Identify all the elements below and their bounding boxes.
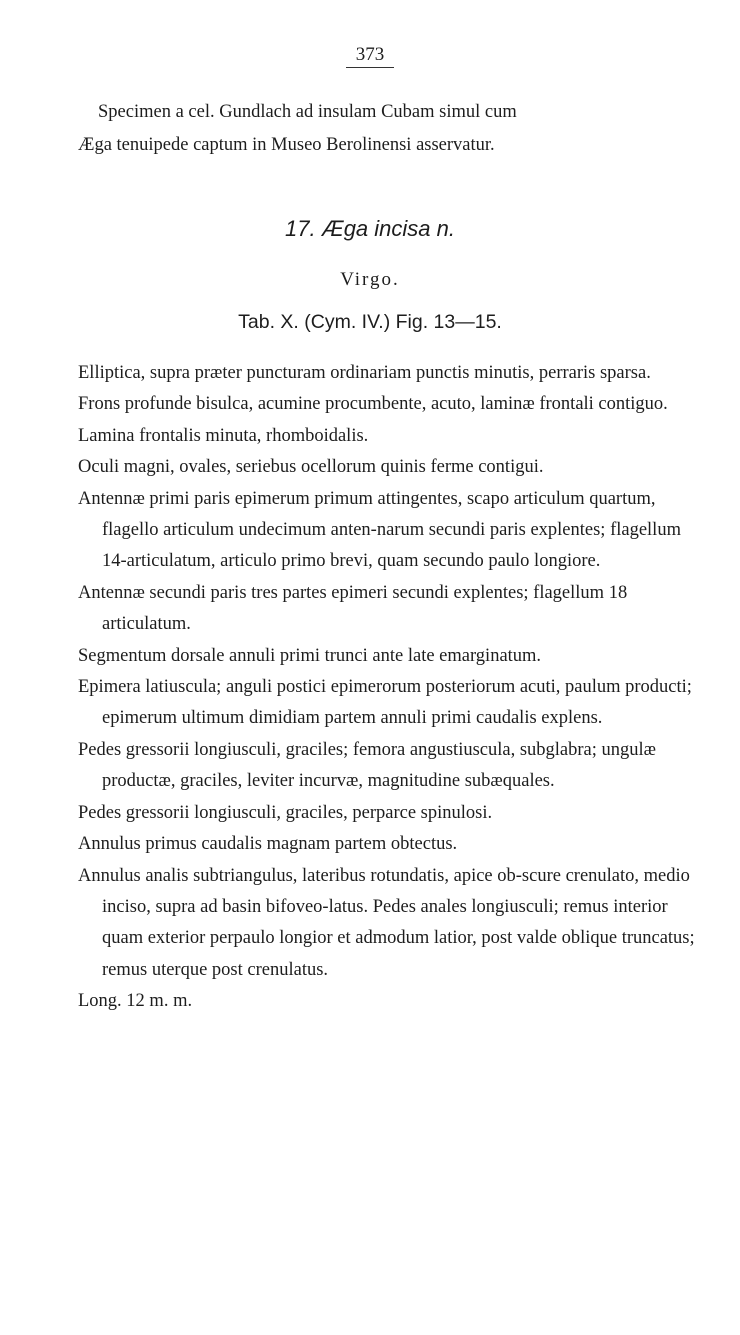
page-number: 373 [0,44,740,66]
description-paragraph: Annulus primus caudalis magnam partem obtectus. [78,834,458,855]
description-paragraph: Epimera latiuscula; anguli postici epimerorum posteriorum acuti, paulum producti; epimerum ultimum dimidiam partem annuli primi caudalis explens. [78,677,692,729]
description-paragraph: Pedes gressorii longiusculi, graciles; femora angustiuscula, subglabra; ungulæ productæ, graciles, leviter incurvæ, magnitudine subæquales. [78,739,657,792]
description-paragraph: Lamina frontalis minuta, rhomboidalis. [78,425,369,446]
description-paragraph: Elliptica, supra præter puncturam ordinariam punctis minutis, perraris sparsa. [78,363,651,383]
description-paragraph: Pedes gressorii longiusculi, graciles, perparce spinulosi. [78,802,493,823]
description-paragraph: Frons profunde bisulca, acumine procumbente, acuto, laminæ frontali contiguo. [78,394,668,415]
description-paragraph: Annulus analis subtriangulus, lateribus rotundatis, apice ob-scure crenulato, medio inciso, supra ad basin bifoveo-latus. Pedes anales longiusculi; remus interior quam exterior perpaulo longior et admodum latior, post valde oblique truncatus; remus uterque post crenulatus. [78,865,695,980]
description-paragraph: Segmentum dorsale annuli primi trunci ante late emarginatum. [78,645,542,666]
description-paragraph: Antennæ primi paris epimerum primum attingentes, scapo articulum quartum, flagello articulum undecimum anten-narum secundi paris explentes; flagellum 14-articulatum, articulo primo brevi, quam secundo paulo longiore. [78,488,681,572]
description-paragraph: Antennæ secundi paris tres partes epimeri secundi explentes; flagellum 18 articulatum. [78,582,628,635]
intro-line: Æga tenuipede captum in Museo Berolinensi asservatur. [78,135,495,155]
specimen-sex: Virgo. [340,269,400,290]
description [78,358,698,1018]
intro-line: Specimen a cel. Gundlach ad insulam Cubam simul cum [98,102,517,122]
intro-paragraph [78,96,698,162]
species-title: 17. Æga incisa n. [285,216,455,241]
description-paragraph: Oculi magni, ovales, seriebus ocellorum quinis ferme contigui. [78,457,544,478]
length-measurement: Long. 12 m. m. [78,991,193,1012]
plate-reference: Tab. X. (Cym. IV.) Fig. 13—15. [238,311,502,333]
